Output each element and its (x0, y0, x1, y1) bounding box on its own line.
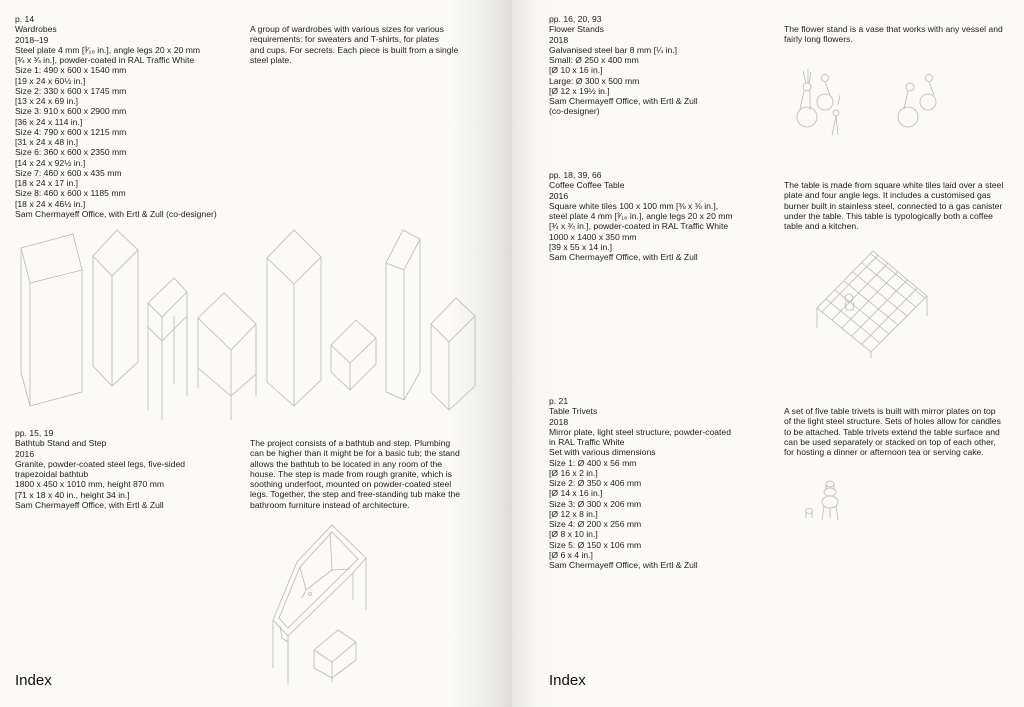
page-folio-left: Index (15, 672, 52, 689)
page-ref: pp. 15, 19 (15, 428, 54, 438)
entry-title: Flower Stands (549, 24, 604, 35)
spec-line: [¾ x ¾ in.], powder-coated in RAL Traffic White (549, 221, 729, 232)
spec-line: Size 2: Ø 350 x 406 mm (549, 478, 642, 488)
description-line: bathroom furniture instead of architecture. (250, 499, 410, 510)
description-line: fairly long flowers. (784, 34, 853, 45)
spec-line: [Ø 16 x 2 in.] (549, 467, 598, 478)
spec-line: Small: Ø 250 x 400 mm (549, 55, 639, 65)
description-line: can be higher than it might be for a basic tub; the stand (250, 448, 460, 459)
spec-line: [Ø 10 x 16 in.] (549, 65, 603, 76)
entry-wardrobes-specs (15, 14, 217, 219)
credit-line: Sam Chermayeff Office, with Ertl & Zull (15, 499, 164, 510)
spec-line: Size 1: Ø 400 x 56 mm (549, 457, 637, 468)
credit-line: Sam Chermayeff Office, with Ertl & Zull (549, 252, 698, 262)
spec-line: Size 3: Ø 300 x 206 mm (549, 498, 642, 509)
spec-line: [Ø 6 x 4 in.] (549, 549, 593, 560)
spec-line: Size 4: Ø 200 x 256 mm (549, 519, 642, 529)
spec-line: Size 3: 910 x 600 x 2900 mm (15, 106, 127, 117)
spec-line: trapezoidal bathtub (15, 469, 89, 479)
credit-line: Sam Chermayeff Office, with Ertl & Zull (549, 560, 698, 570)
spec-line: Large: Ø 300 x 500 mm (549, 75, 640, 86)
spec-line: Size 7: 460 x 600 x 435 mm (15, 167, 122, 178)
description-line: requirements: for sweaters and T-shirts, for plates (250, 34, 439, 45)
spec-line: Size 1: 490 x 600 x 1540 mm (15, 65, 127, 76)
description-line: allows the bathtub to be located in any room of the (250, 458, 443, 469)
spec-line: Mirror plate, light steel structure, powder-coated (549, 426, 731, 437)
description-line: burner built in stainless steel, connected to a gas canister (784, 200, 1003, 211)
spec-line: [Ø 12 x 8 in.] (549, 508, 598, 519)
flower-stands-illustration (780, 55, 960, 135)
bathtub-illustration (250, 510, 390, 700)
entry-coffee-table-specs (549, 170, 733, 262)
trivets-illustration (802, 478, 852, 528)
description-line: for hosting a dinner or afternoon tea or serving cake. (784, 447, 984, 457)
spec-line: [Ø 8 x 10 in.] (549, 529, 598, 540)
description-line: house. The step is made from rough granite, which is (250, 468, 452, 479)
spec-line: Set with various dimensions (549, 447, 656, 458)
description-line: steel plate. (250, 54, 292, 65)
credit-line: (co-designer) (549, 106, 600, 117)
wardrobes-illustration (0, 220, 500, 420)
entry-table-trivets-specs (549, 396, 731, 570)
description-line: legs. Together, the step and free-standing tub make the (250, 489, 461, 500)
entry-year: 2016 (549, 190, 569, 201)
spec-line: Size 8: 460 x 600 x 1185 mm (15, 188, 126, 199)
entry-flower-stands-specs (549, 14, 698, 117)
spec-line: Granite, powder-coated steel legs, five-sided (15, 458, 186, 469)
spec-line: Size 5: Ø 150 x 106 mm (549, 539, 642, 550)
page-folio-right: Index (549, 672, 586, 689)
entry-flower-stands-description (784, 24, 1003, 45)
page-ref: pp. 18, 39, 66 (549, 170, 602, 180)
description-line: The table is made from square white tiles laid over a steel (784, 180, 1004, 190)
spec-line: [31 x 24 x 48 in.] (15, 137, 79, 147)
entry-year: 2016 (15, 448, 35, 459)
entry-title: Coffee Coffee Table (549, 180, 625, 191)
spec-line: Galvanised steel bar 8 mm [¼ in.] (549, 44, 678, 55)
spec-line: [36 x 24 x 114 in.] (15, 116, 83, 127)
entry-year: 2018 (549, 416, 569, 427)
spec-line: Size 4: 790 x 600 x 1215 mm (15, 126, 127, 137)
entry-title: Bathtub Stand and Step (15, 438, 107, 449)
entry-bathtub-description (250, 438, 460, 510)
description-line: and cups. For secrets. Each piece is built from a single (250, 44, 459, 55)
spec-line: steel plate 4 mm [³⁄₁₆ in.], angle legs 20 x 20 mm (549, 211, 733, 221)
entry-table-trivets-description (784, 406, 1001, 457)
credit-line: Sam Chermayeff Office, with Ertl & Zull (549, 96, 698, 106)
description-line: can be used separately or stacked on top of each other, (784, 436, 996, 447)
description-line: plate and four angle legs. It includes a customised gas (784, 190, 991, 201)
description-line: of the light steel structure. Sets of holes allow for candles (784, 416, 1001, 427)
entry-title: Table Trivets (549, 406, 598, 417)
spec-line: [13 x 24 x 69 in.] (15, 96, 79, 106)
description-line: to be attached. Table trivets extend the table surface and (784, 426, 1000, 437)
page-ref: p. 21 (549, 396, 569, 406)
credit-line: Sam Chermayeff Office, with Ertl & Zull (co-designer) (15, 208, 217, 219)
right-page (512, 0, 1024, 707)
entry-wardrobes-description (250, 24, 458, 65)
spec-line: [18 x 24 x 46½ in.] (15, 198, 86, 209)
description-line: table and a kitchen. (784, 221, 859, 231)
spec-line: Size 6: 360 x 600 x 2350 mm (15, 147, 127, 158)
entry-coffee-table-description (784, 180, 1003, 231)
description-line: The flower stand is a vase that works with any vessel and (784, 24, 1003, 34)
description-line: soothing underfoot, mounted on powder-coated steel (250, 479, 452, 489)
entry-year: 2018 (549, 34, 569, 45)
spec-line: [Ø 12 x 19½ in.] (549, 85, 610, 96)
spec-line: in RAL Traffic White (549, 437, 625, 447)
description-line: under the table. This table is typologically both a coffee (784, 210, 993, 221)
description-line: A group of wardrobes with various sizes for various (250, 24, 444, 34)
spec-line: [Ø 14 x 16 in.] (549, 488, 603, 499)
spec-line: 1000 x 1400 x 350 mm (549, 231, 637, 242)
coffee-table-illustration (812, 248, 942, 358)
entry-bathtub-specs (15, 428, 185, 510)
page-ref: p. 14 (15, 14, 35, 24)
page-ref: pp. 16, 20, 93 (549, 14, 602, 24)
spec-line: [¾ x ¾ in.], powder-coated in RAL Traffic White (15, 55, 195, 65)
spec-line: Steel plate 4 mm [³⁄₁₆ in.], angle legs 20 x 20 mm (15, 44, 201, 55)
entry-title: Wardrobes (15, 24, 57, 35)
entry-year: 2018–19 (15, 34, 49, 45)
spec-line: 1800 x 450 x 1010 mm, height 870 mm (15, 479, 165, 490)
description-line: A set of five table trivets is built with mirror plates on top (784, 406, 996, 416)
spec-line: [71 x 18 x 40 in., height 34 in.] (15, 489, 130, 500)
spec-line: [14 x 24 x 92½ in.] (15, 157, 86, 168)
description-line: The project consists of a bathtub and step. Plumbing (250, 438, 451, 448)
spec-line: Square white tiles 100 x 100 mm [⅜ x ⅜ in.], (549, 200, 719, 211)
spec-line: Size 2: 330 x 600 x 1745 mm (15, 85, 127, 96)
spec-line: [39 x 55 x 14 in.] (549, 241, 613, 252)
spec-line: [18 x 24 x 17 in.] (15, 178, 79, 188)
spec-line: [19 x 24 x 60½ in.] (15, 75, 86, 86)
